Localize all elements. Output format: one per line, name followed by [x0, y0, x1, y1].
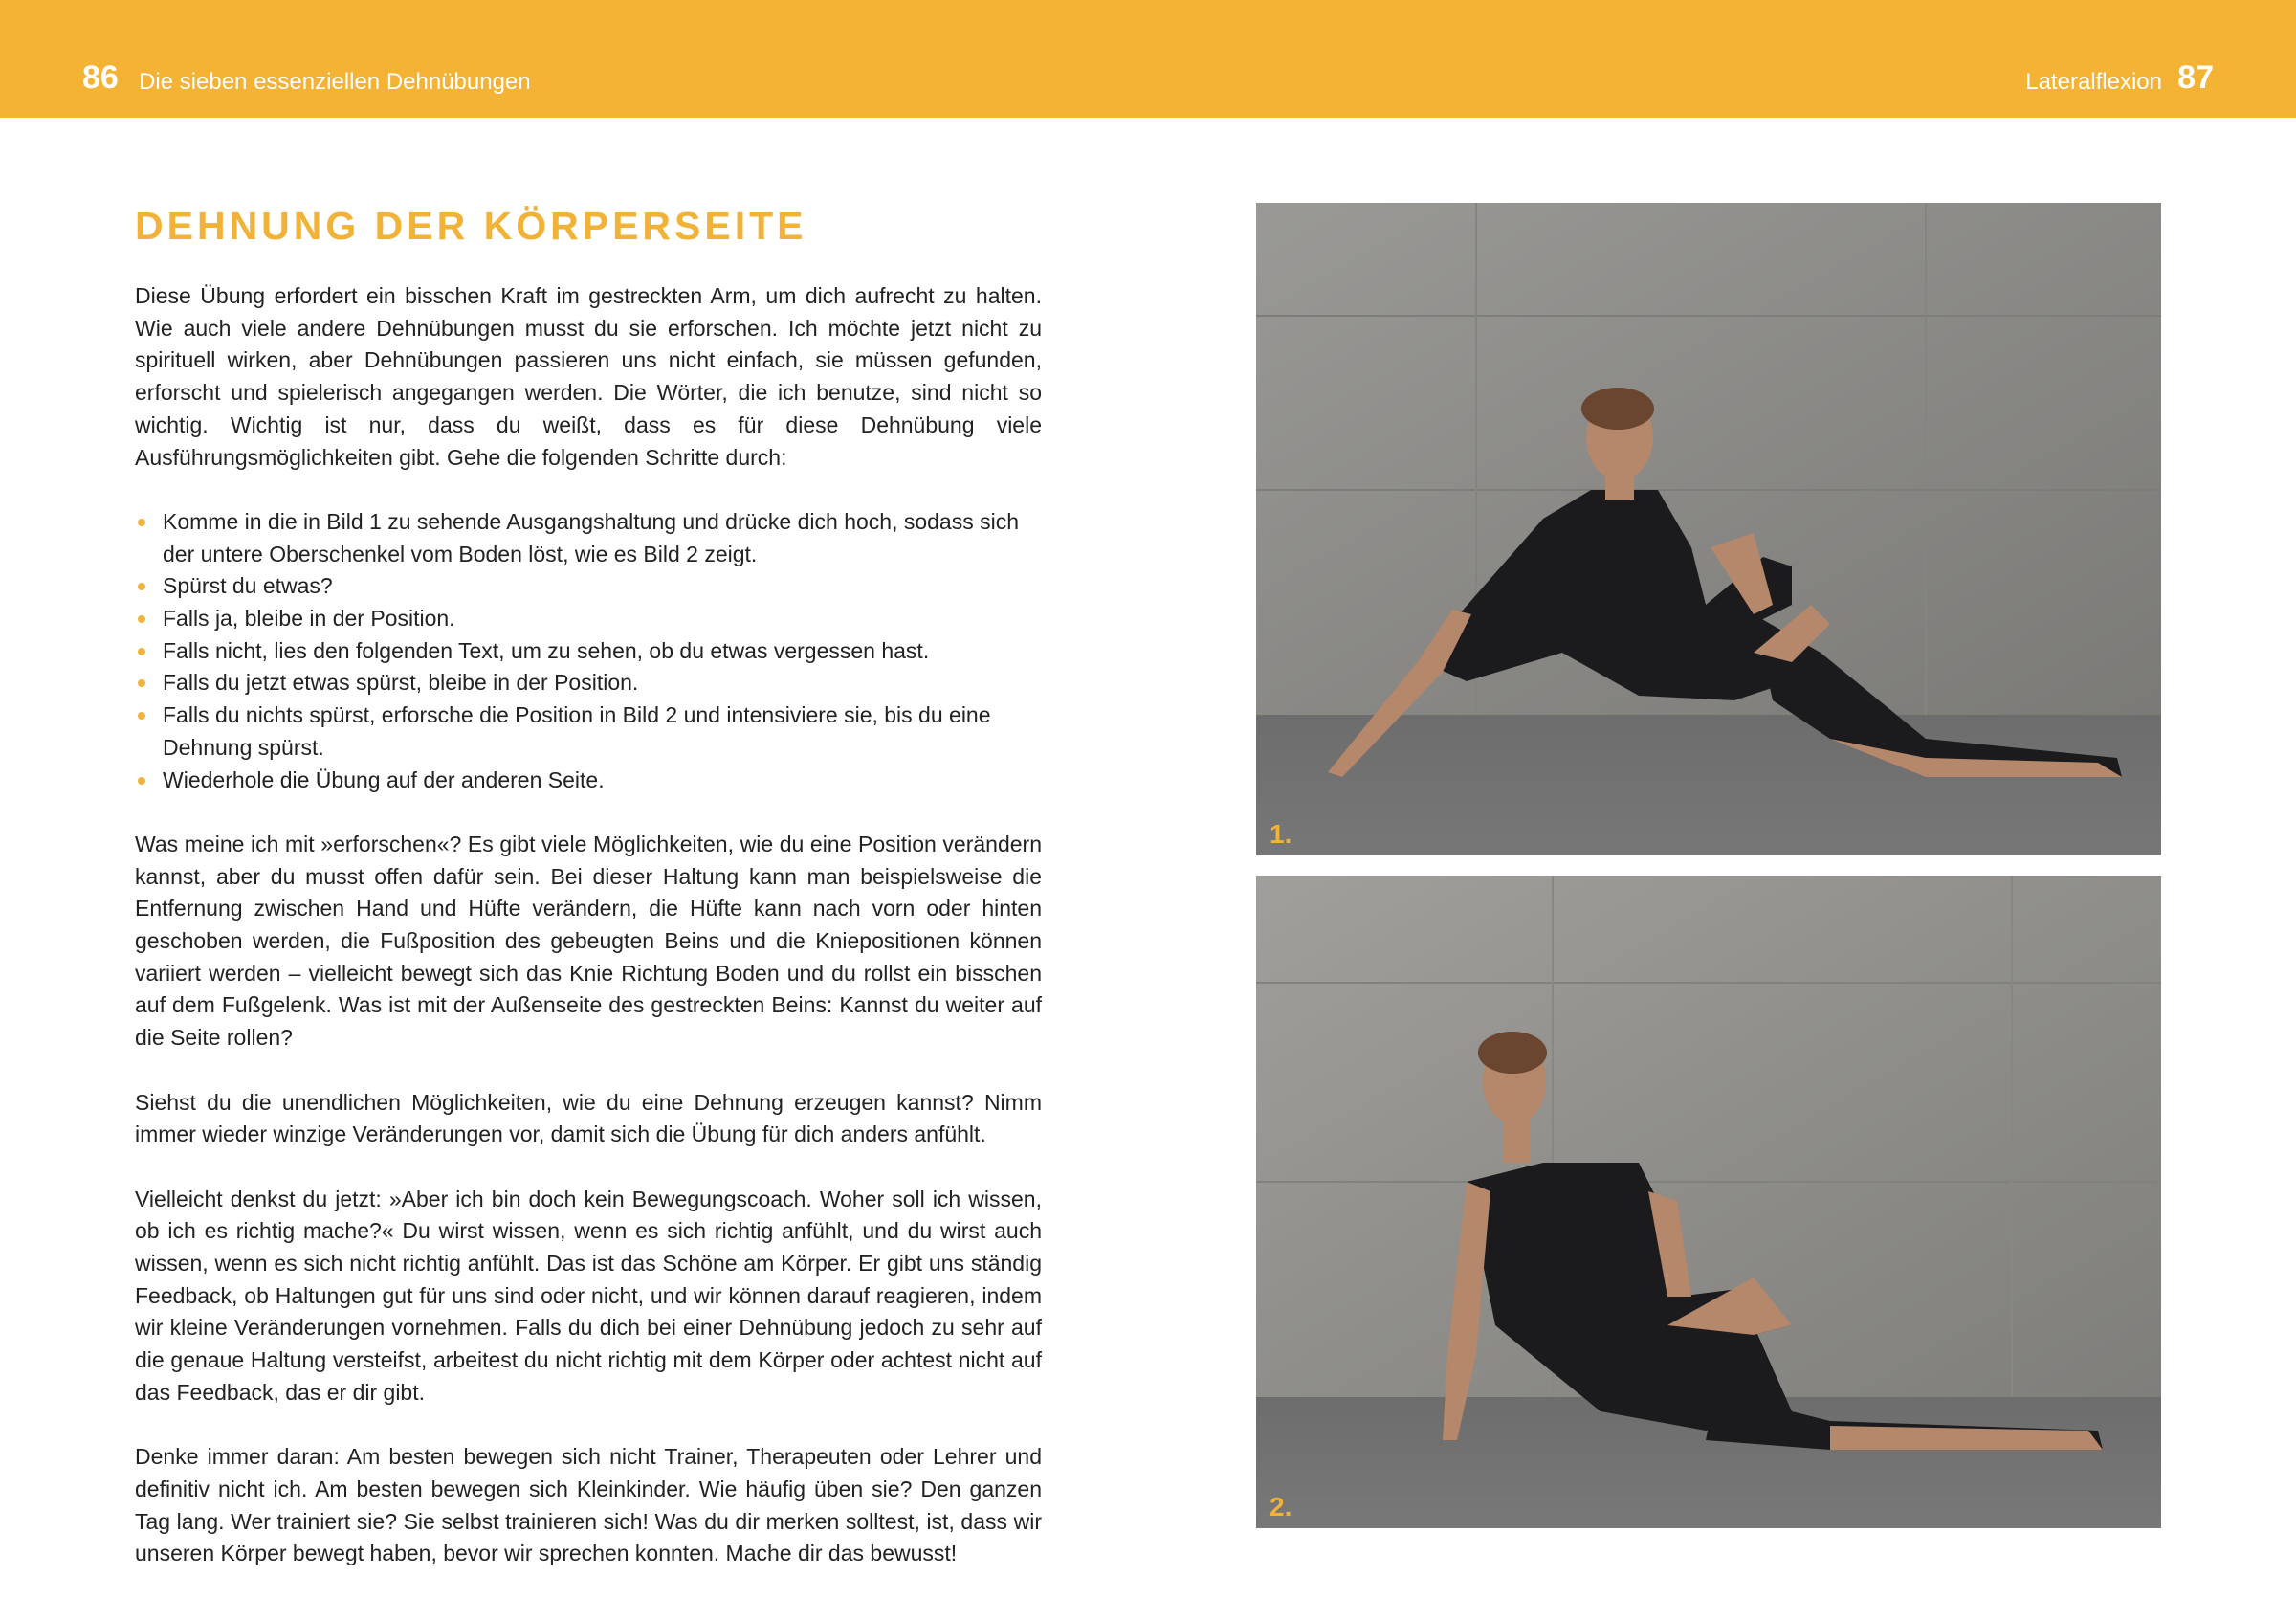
- photo-label: 2.: [1269, 1492, 1292, 1521]
- photo-1-illustration: [1256, 203, 2161, 855]
- left-page-number: 86: [82, 59, 119, 96]
- step-text: Spürst du etwas?: [163, 573, 333, 599]
- bullet-icon: [138, 583, 145, 590]
- step-text: Falls nicht, lies den folgenden Text, um zu sehen, ob du etwas vergessen hast.: [163, 637, 930, 663]
- bullet-icon: [138, 777, 145, 785]
- list-item: [135, 699, 1042, 764]
- right-running-title: Lateralflexion: [2025, 69, 2162, 95]
- step-text: Wiederhole die Übung auf der anderen Seite.: [163, 766, 605, 792]
- bullet-icon: [138, 648, 145, 655]
- bullet-icon: [138, 615, 145, 623]
- list-item: [135, 635, 1042, 668]
- photo-2-illustration: [1256, 876, 2161, 1528]
- list-item: [135, 765, 1042, 797]
- list-item: [135, 603, 1042, 635]
- page-header: [0, 0, 2296, 118]
- photo-label: 1.: [1269, 819, 1292, 849]
- article-heading: DEHNUNG DER KÖRPERSEITE: [135, 204, 807, 248]
- steps-list: [135, 506, 1042, 796]
- right-page-number: 87: [2177, 59, 2214, 96]
- step-text: Falls du jetzt etwas spürst, bleibe in der Position.: [163, 670, 639, 696]
- exercise-photo-2: [1256, 876, 2161, 1528]
- paragraph-explore: Was meine ich mit »erforschen«? Es gibt viele Möglichkeiten, wie du eine Position verändern kannst, aber du musst offen dafür sein. Bei dieser Haltung kann man beispielsweise die Entfernung zwischen Hand und Hüfte verändern, die Hüfte kann nach vorn oder hinten geschoben werden, die Fußposition des gebeugten Beins und die Kniepositionen können variiert werden – vielleicht bewegt sich das Knie Richtung Boden und du rollst ein bisschen auf dem Fußgelenk. Was ist mit der Außenseite des gestreckten Beins: Kannst du weiter auf die Seite rollen?: [135, 831, 1042, 1051]
- left-running-title: Die sieben essenziellen Dehnübungen: [139, 69, 531, 95]
- step-text: Komme in die in Bild 1 zu sehende Ausgangshaltung und drücke dich hoch, sodass sich der untere Oberschenkel vom Boden löst, wie es Bild 2 zeigt.: [163, 508, 1020, 566]
- paragraph-possibilities: Siehst du die unendlichen Möglichkeiten, wie du eine Dehnung erzeugen kannst? Nimm immer wieder winzige Veränderungen vor, damit sich die Übung für dich anders anfühlt.: [135, 1089, 1042, 1147]
- step-text: Falls ja, bleibe in der Position.: [163, 606, 455, 632]
- list-item: [135, 570, 1042, 603]
- paragraph-feedback: Vielleicht denkst du jetzt: »Aber ich bin doch kein Bewegungscoach. Woher soll ich wissen, ob ich es richtig mache?« Du wirst wissen, wenn es sich richtig anfühlt, und du wirst auch wissen, wenn es sich nicht richtig anfühlt. Das ist das Schöne am Körper. Er gibt uns ständig Feedback, ob Haltungen gut für uns sind oder nicht, und wir können darauf reagieren, indem wir kleine Veränderungen vornehmen. Falls du dich bei einer Dehnübung jedoch zu sehr auf die genaue Haltung versteifst, arbeitest du nicht richtig mit dem Körper oder achtest nicht auf das Feedback, das er dir gibt.: [135, 1186, 1042, 1405]
- bullet-icon: [138, 679, 145, 687]
- bullet-icon: [138, 519, 145, 526]
- list-item: [135, 506, 1042, 570]
- exercise-photo-1: [1256, 203, 2161, 855]
- step-text: Falls du nichts spürst, erforsche die Position in Bild 2 und intensiviere sie, bis du eine Dehnung spürst.: [163, 702, 991, 760]
- paragraph-children: Denke immer daran: Am besten bewegen sich nicht Trainer, Therapeuten oder Lehrer und definitiv nicht ich. Am besten bewegen sich Kleinkinder. Wie häufig üben sie? Den ganzen Tag lang. Wer trainiert sie? Sie selbst trainieren sich! Was du dir merken solltest, ist, dass wir unseren Körper bewegt haben, bevor wir sprechen konnten. Mache dir das bewusst!: [135, 1444, 1042, 1566]
- article-body: [135, 280, 1042, 1570]
- intro-paragraph: Diese Übung erfordert ein bisschen Kraft im gestreckten Arm, um dich aufrecht zu halten. Wie auch viele andere Dehnübungen musst du sie erforschen. Ich möchte jetzt nicht zu spirituell wirken, aber Dehnübungen passieren uns nicht einfach, sie müssen gefunden, erforscht und spielerisch angegangen werden. Die Wörter, die ich benutze, sind nicht so wichtig. Wichtig ist nur, dass du weißt, dass es für diese Dehnübung viele Ausführungsmöglichkeiten gibt. Gehe die folgenden Schritte durch:: [135, 283, 1042, 470]
- bullet-icon: [138, 712, 145, 720]
- list-item: [135, 667, 1042, 699]
